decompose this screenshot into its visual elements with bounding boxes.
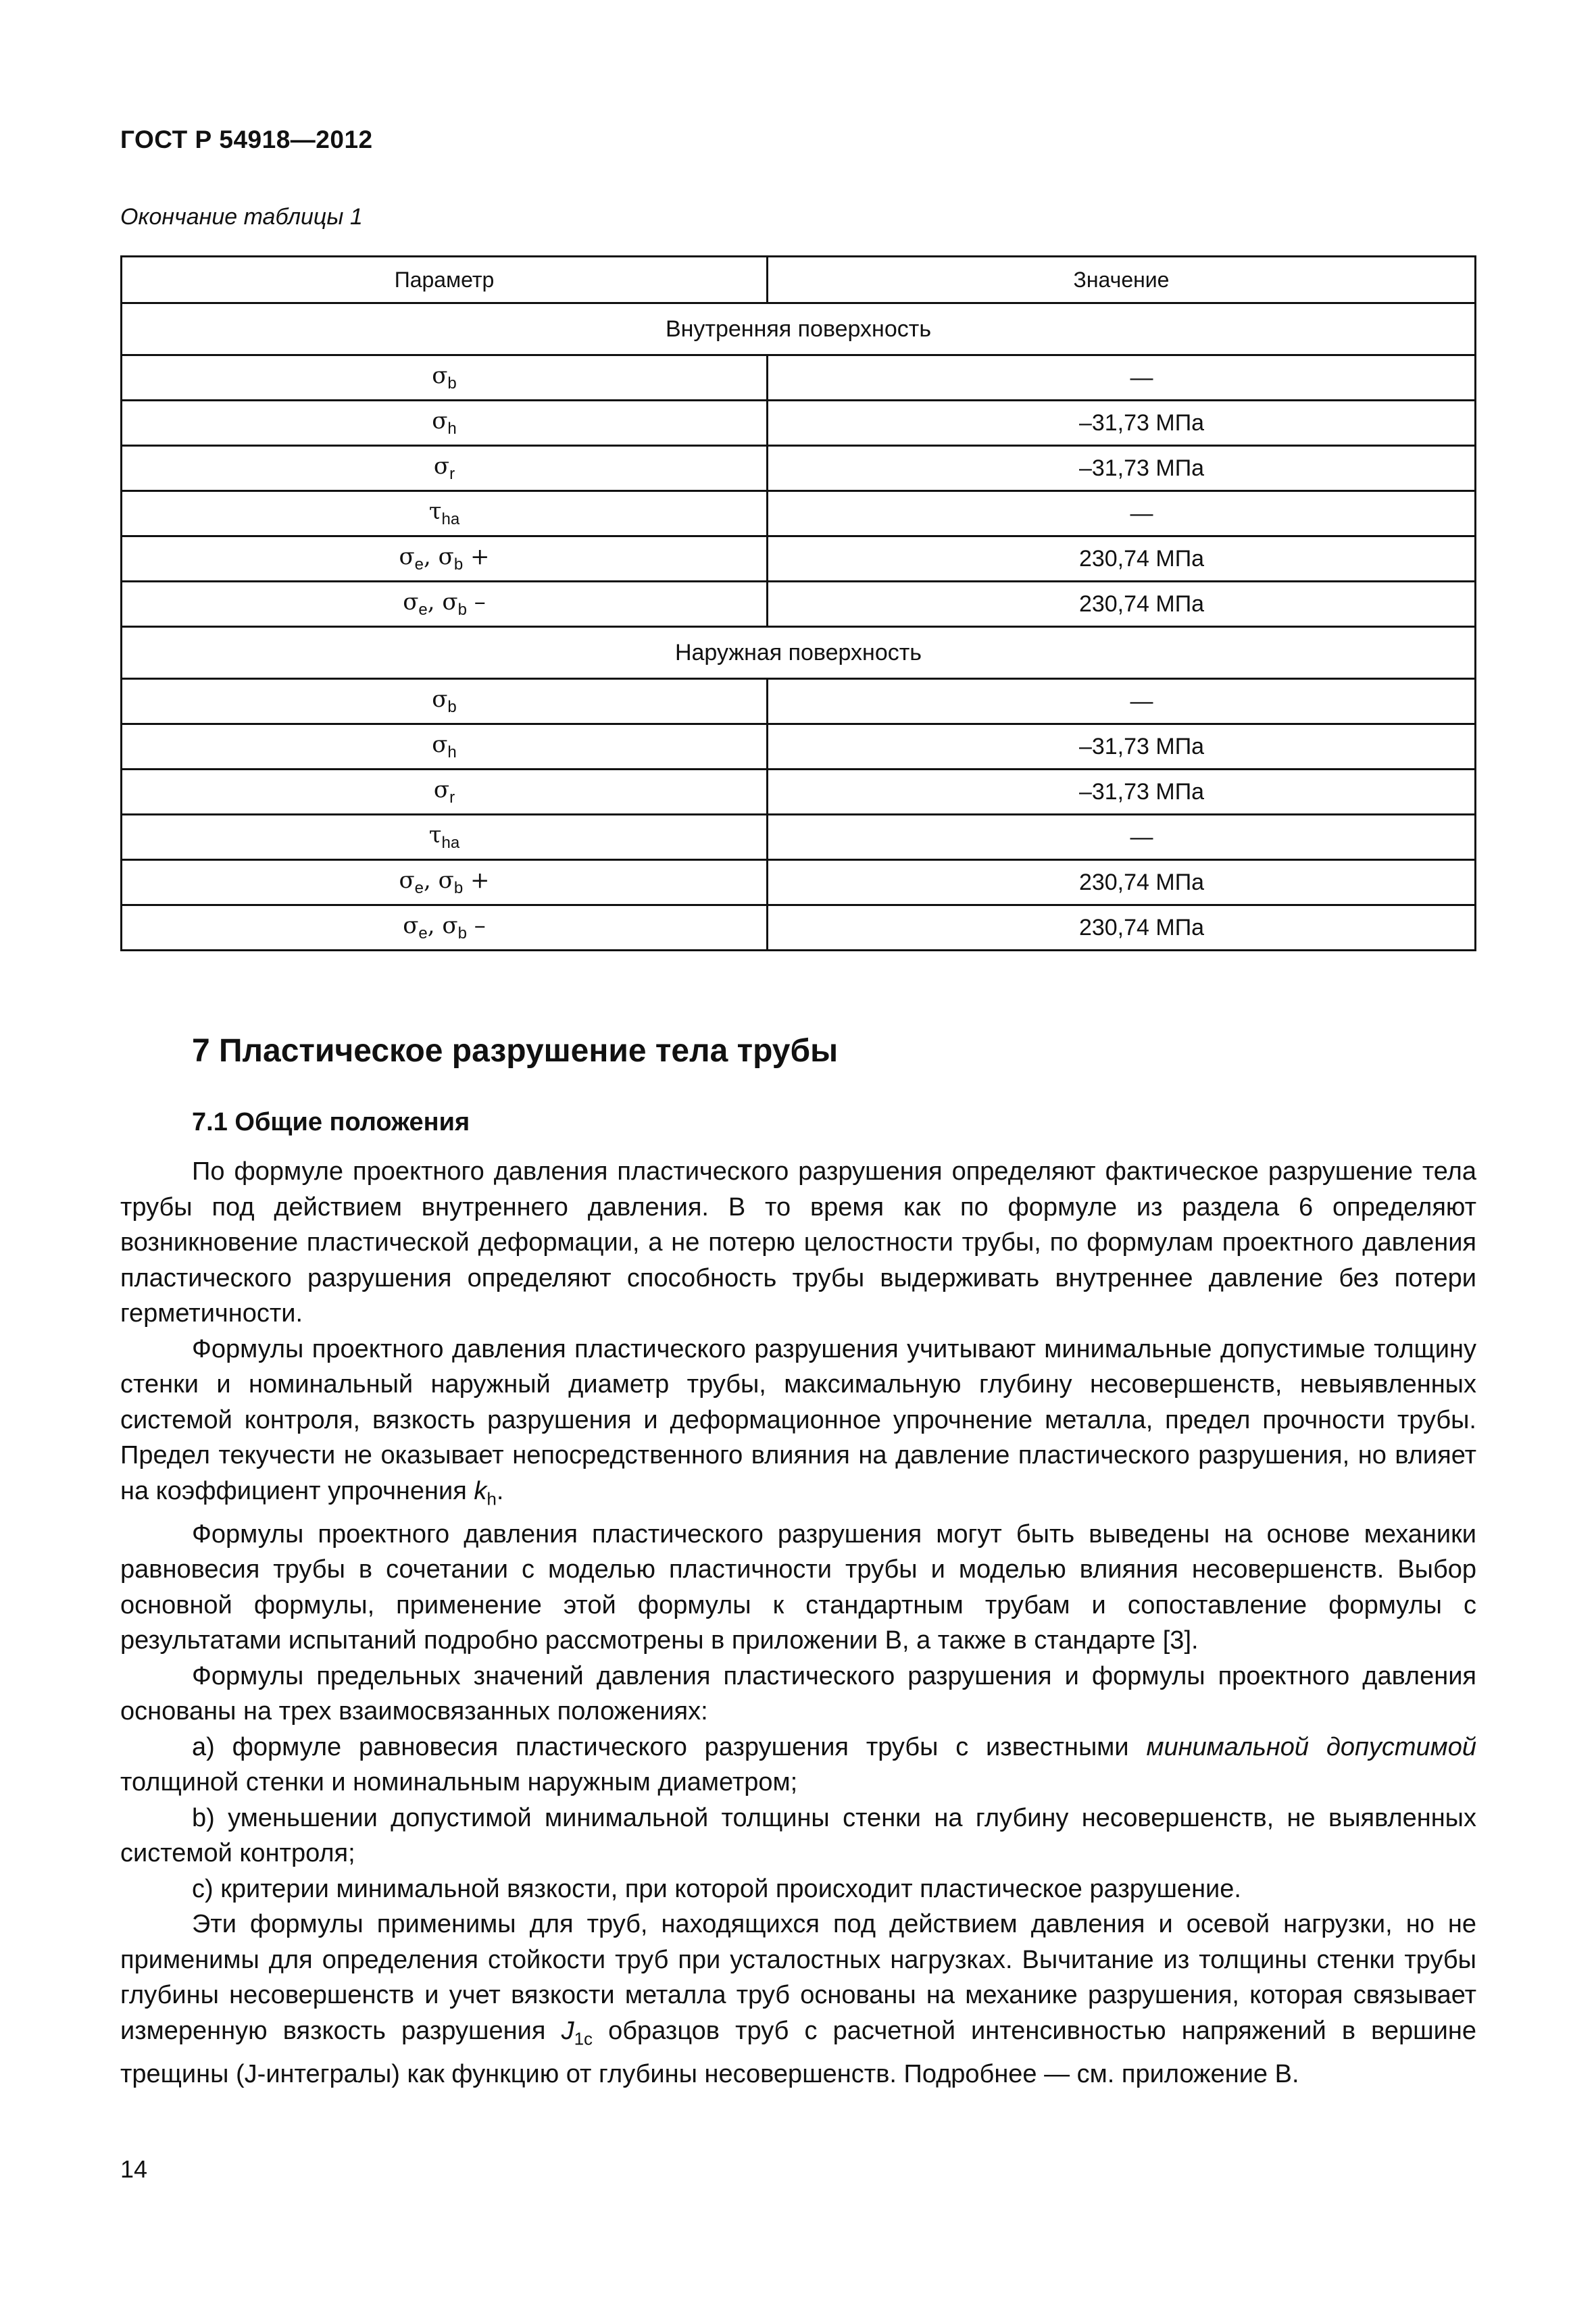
value-cell: –31,73 МПа bbox=[768, 446, 1476, 491]
list-item: с) критерии минимальной вязкости, при которой происходит пластическое разрушение. bbox=[192, 1874, 1241, 1903]
table-header-row bbox=[122, 257, 1476, 303]
table-row bbox=[122, 815, 1476, 860]
column-header-parameter: Параметр bbox=[122, 257, 768, 303]
table-row bbox=[122, 491, 1476, 536]
parameter-cell: $\sigma_b$ bbox=[122, 355, 768, 401]
page-number: 14 bbox=[120, 2155, 148, 2183]
value-cell: — bbox=[768, 815, 1476, 860]
parameters-table bbox=[120, 255, 1476, 951]
list-item: b) уменьшении допустимой минимальной толщины стенки на глубину несовершенств, не выявленных системой контроля; bbox=[120, 1803, 1476, 1868]
parameter-cell: $\sigma_e$, $\sigma_b$ + bbox=[122, 860, 768, 905]
parameter-cell: $\sigma_e$, $\sigma_b$ – bbox=[122, 905, 768, 951]
table-row bbox=[122, 860, 1476, 905]
table-body bbox=[122, 303, 1476, 951]
parameter-cell: $\tau_{ha}$ bbox=[122, 815, 768, 860]
list-item: а) формуле равновесия пластического разрушения трубы с известными минимальной допустимой толщиной стенки и номинальным наружным диаметром; bbox=[120, 1732, 1476, 1797]
section-heading-cell: Внутренняя поверхность bbox=[122, 303, 1476, 355]
parameter-cell: $\tau_{ha}$ bbox=[122, 491, 768, 536]
paragraph: Формулы проектного давления пластического разрушения могут быть выведены на основе механики равновесия трубы в сочетании с моделью пластичности трубы и моделью влияния несовершенств. Выбор основной формулы, применение этой формулы к стандартным трубам и сопоставление формулы с результатами испытаний подробно рассмотрены в приложении В, а также в стандарте [3]. bbox=[120, 1519, 1476, 1655]
value-cell: — bbox=[768, 355, 1476, 401]
parameter-cell: $\sigma_r$ bbox=[122, 446, 768, 491]
document-code: ГОСТ Р 54918—2012 bbox=[120, 126, 373, 153]
column-header-value: Значение bbox=[768, 257, 1476, 303]
table-row bbox=[122, 401, 1476, 446]
paragraph: Формулы проектного давления пластического разрушения учитывают минимальные допустимые толщину стенки и номинальный наружный диаметр трубы, максимальную глубину несовершенств, невыявленных системой контроля, вязкость разрушения и деформационное упрочнение металла, предел прочности трубы. Предел текучести не оказывает непосредственного влияния на давление пластического разрушения, но влияет на коэффициент упрочнения $k_h$. bbox=[120, 1334, 1476, 1509]
value-cell: — bbox=[768, 491, 1476, 536]
value-cell: 230,74 МПа bbox=[768, 582, 1476, 627]
table-row bbox=[122, 724, 1476, 770]
section-heading-cell: Наружная поверхность bbox=[122, 627, 1476, 679]
value-cell: 230,74 МПа bbox=[768, 536, 1476, 582]
table-section-row bbox=[122, 627, 1476, 679]
body-text bbox=[120, 1154, 1476, 2092]
table-row bbox=[122, 446, 1476, 491]
table-caption: Окончание таблицы 1 bbox=[120, 204, 363, 230]
section-title: 7 Пластическое разрушение тела трубы bbox=[192, 1033, 839, 1069]
value-cell: –31,73 МПа bbox=[768, 401, 1476, 446]
table-row bbox=[122, 905, 1476, 951]
value-cell: 230,74 МПа bbox=[768, 860, 1476, 905]
value-cell: 230,74 МПа bbox=[768, 905, 1476, 951]
table-row bbox=[122, 770, 1476, 815]
table-row bbox=[122, 536, 1476, 582]
parameter-cell: $\sigma_h$ bbox=[122, 724, 768, 770]
value-cell: –31,73 МПа bbox=[768, 724, 1476, 770]
paragraph: Эти формулы применимы для труб, находящихся под действием давления и осевой нагрузки, но не применимы для определения стойкости труб при усталостных нагрузках. Вычитание из толщины стенки трубы глубины несовершенств и учет вязкости металла труб основаны на механике разрушения, которая связывает измеренную вязкость разрушения $J_{1c}$ образцов труб с расчетной интенсивностью напряжений в вершине трещины (J-интегралы) как функцию от глубины несовершенств. Подробнее — см. приложение В. bbox=[120, 1910, 1476, 2088]
value-cell: — bbox=[768, 679, 1476, 724]
table-row bbox=[122, 582, 1476, 627]
subsection-title: 7.1 Общие положения bbox=[192, 1108, 470, 1136]
parameter-cell: $\sigma_r$ bbox=[122, 770, 768, 815]
parameter-cell: $\sigma_e$, $\sigma_b$ – bbox=[122, 582, 768, 627]
parameter-cell: $\sigma_b$ bbox=[122, 679, 768, 724]
table-row bbox=[122, 355, 1476, 401]
value-cell: –31,73 МПа bbox=[768, 770, 1476, 815]
paragraph: Формулы предельных значений давления пластического разрушения и формулы проектного давления основаны на трех взаимосвязанных положениях: bbox=[120, 1661, 1476, 1726]
paragraph: По формуле проектного давления пластического разрушения определяют фактическое разрушение тела трубы под действием внутреннего давления. В то время как по формуле из раздела 6 определяют возникновение пластической деформации, а не потерю целостности трубы, по формулам проектного давления пластического разрушения определяют способность трубы выдерживать внутреннее давление без потери герметичности. bbox=[120, 1157, 1476, 1328]
table-row bbox=[122, 679, 1476, 724]
table-section-row bbox=[122, 303, 1476, 355]
parameter-cell: $\sigma_h$ bbox=[122, 401, 768, 446]
parameter-cell: $\sigma_e$, $\sigma_b$ + bbox=[122, 536, 768, 582]
